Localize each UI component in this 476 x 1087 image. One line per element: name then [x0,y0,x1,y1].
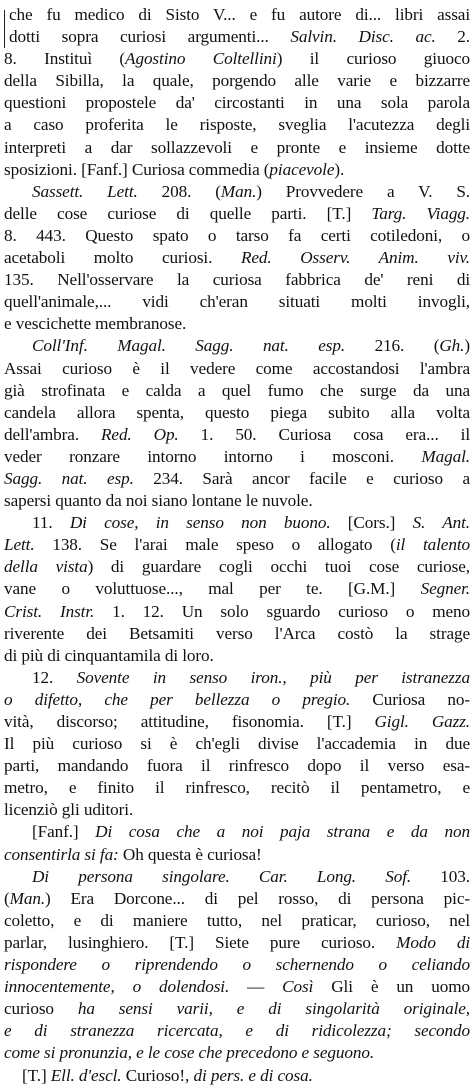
text-line [4,137,470,159]
text-segment: veder ronzare intorno intorno i mosconi. [4,446,422,466]
text-line [4,866,470,888]
italic-segment: Crist. Instr. [4,601,95,621]
text-segment: Curiosa no- [350,689,470,709]
text-segment: curioso [4,999,78,1019]
text-segment: sapersi quanto da noi siano lontane le nuvole. [4,491,313,511]
text-segment: e vescichette membranose. [4,314,187,334]
text-line [4,755,470,777]
italic-segment: rispondere o riprendendo o schernendo o celiando [4,955,470,975]
italic-segment: piacevole [269,159,335,179]
text-segment: che fu medico di Sisto V... e fu autore di... libri assai [9,5,470,24]
italic-segment: e di stranezza ricercata, e di ridicolezza; secondo [4,1021,470,1041]
text-segment: quell'animale,... vidi ch'eran situati molti invogli, [4,292,470,312]
text-line [4,490,470,512]
italic-segment: Man. [220,181,257,201]
text-segment: 1. 12. Un solo sguardo curioso o meno [94,601,470,621]
text-segment: [T.] [22,1065,51,1085]
text-line [4,976,470,998]
text-segment: 216. ( [345,336,440,356]
text-segment: Oh questa è curiosa! [118,844,262,864]
text-segment: 8. 443. Questo spato o tarso fa certi cotiledoni, o [4,225,470,245]
text-segment: 138. Se l'arai male speso o allogato ( [34,535,396,555]
text-segment: 208. ( [137,181,221,201]
text-segment: ) [464,336,470,356]
text-line [4,777,470,799]
text-line [4,954,470,976]
text-segment: acetaboli molto curiosi. [4,248,241,268]
text-segment: ). [334,159,345,179]
text-segment: ( [4,888,10,908]
text-line [4,48,470,70]
text-line [4,556,470,578]
italic-segment: come si pronunzia, e le cose che precedono e seguono. [4,1043,375,1063]
italic-segment: Salvin. Disc. ac. [290,27,436,47]
text-line [4,578,470,600]
text-segment: 234. Sarà ancor facile e curioso a [133,468,470,488]
text-line [4,26,470,48]
text-segment: già strofinata e calda a quel fumo che surge da una [4,380,470,400]
text-segment: — [229,977,283,997]
text-line [4,203,470,225]
text-segment: delle cose curiose di quelle parti. [T.] [4,203,372,223]
text-segment: parti, mandando fuora il rinfresco dopo il verso esa- [4,756,470,776]
italic-segment: Red. Op. [101,424,179,444]
italic-segment: Red. Osserv. Anim. viv. [240,248,470,268]
text-segment: 11. [32,513,70,533]
text-line [4,733,470,755]
text-segment: licenziò gli uditori. [4,800,134,820]
text-segment: a caso proferita le risposte, sveglia l'acutezza degli [4,115,470,135]
text-segment: vane o voluttuose..., mal per te. [G.M.] [4,579,421,599]
italic-segment: Gh. [439,336,465,356]
italic-segment: Sovente in senso iron., più per istranezza [76,667,470,687]
text-segment: interpreti a dar sollazzevoli e pronte e insieme dotte [4,137,470,157]
text-line [4,512,470,534]
text-segment: [Cors.] [330,513,413,533]
text-line [4,932,470,954]
text-segment: questioni propostele da' circostanti in una sola parola [4,93,470,113]
italic-segment: di pers. e di cosa. [193,1065,313,1085]
text-segment: ) Era Dorcone... di pel rosso, di persona pic- [45,888,470,908]
text-line [4,645,470,667]
text-line [4,1065,470,1087]
text-segment: riverente dei Betsamiti verso l'Arca costò la strage [4,623,470,643]
italic-segment: Gigl. Gazz. [374,712,470,731]
text-segment: 1. 50. Curiosa cosa era... il [178,424,470,444]
text-segment: Assai curioso è il vedere come accostandosi l'ambra [4,358,470,378]
text-line [4,1042,470,1064]
italic-segment: Di persona singolare. Car. Long. Sof. [32,866,412,886]
text-segment: 2. [435,27,470,47]
text-line [4,181,470,203]
text-line [4,1020,470,1042]
text-line [4,998,470,1020]
text-line [4,291,470,313]
text-line [4,468,470,490]
text-segment: dotti sopra curiosi argumenti... [9,27,291,47]
text-segment: vità, discorso; attitudine, fisonomia. [T.] [4,712,375,731]
italic-segment: Di cose, in senso non buono. [69,513,331,533]
italic-segment: o difetto, che per bellezza o pregio. [4,689,351,709]
text-segment: 8. Instituì ( [4,49,126,69]
text-line [4,446,470,468]
text-line [4,358,470,380]
text-segment: candela allora spenta, questo piega subito alla volta [4,402,470,422]
text-line [4,70,470,92]
text-segment: 135. Nell'osservare la curiosa fabbrica de' reni di [4,270,470,290]
text-segment: Gli è un uomo [313,977,470,997]
text-segment: metro, e finito il rinfresco, recitò il pentametro, e [4,778,470,798]
text-segment: ) di guardare cogli occhi tuoi cose curiose, [87,557,470,577]
text-line [4,159,470,181]
text-segment: parlar, lusinghiero. [T.] Siete pure curioso. [4,932,397,952]
text-line [4,92,470,114]
text-line [4,4,470,26]
italic-segment: Lett. [4,535,35,555]
text-line [4,689,470,711]
italic-segment: Agostino Coltellini [125,49,277,69]
text-segment: sposizioni. [Fanf.] Curiosa commedia ( [4,159,270,179]
italic-segment: Man. [9,888,46,908]
text-line [4,821,470,843]
text-line [4,601,470,623]
text-segment: dell'ambra. [4,424,102,444]
text-segment: di più di cinquantamila di loro. [4,645,214,665]
text-line [4,247,470,269]
dictionary-page [4,4,470,1085]
italic-segment: Sassett. Lett. [32,181,138,201]
italic-segment: S. Ant. [412,513,470,533]
text-line [4,114,470,136]
text-line [4,711,470,733]
text-segment: 103. [411,866,470,886]
italic-segment: innocentemente, o dolendosi. [4,977,230,997]
italic-segment: Di cosa che a noi paja strana e da non [95,822,470,842]
italic-segment: Così [282,977,314,997]
text-line [4,910,470,932]
italic-segment: consentirla si fa: [4,844,119,864]
text-line [4,225,470,247]
text-line [4,888,470,910]
entry-text [4,4,470,1087]
text-line [4,380,470,402]
text-segment: della Sibilla, la quale, porgendo alle varie e bizzarre [4,71,470,91]
italic-segment: Modo di [396,932,470,952]
italic-segment: Sagg. nat. esp. [4,468,134,488]
text-line [4,424,470,446]
text-line [4,844,470,866]
text-line [4,335,470,357]
text-line [4,269,470,291]
italic-segment: Coll'Inf. Magal. Sagg. nat. esp. [32,336,346,356]
margin-rule [4,10,5,48]
text-segment: [Fanf.] [32,822,96,842]
text-segment: ) il curioso giuoco [276,49,470,69]
italic-segment: Segner. [420,579,470,599]
text-line [4,313,470,335]
italic-segment: della vista [4,557,88,577]
italic-segment: Targ. Viagg. [371,203,470,223]
text-segment: ) Provvedere a V. S. [256,181,470,201]
text-line [4,402,470,424]
italic-segment: Magal. [421,446,470,466]
italic-segment: Ell. d'escl. [50,1065,122,1085]
text-line [4,799,470,821]
italic-segment: ha sensi varii, e di singolarità originale, [77,999,470,1019]
text-segment: Il più curioso si è ch'egli divise l'accademia in due [4,734,470,754]
text-segment: coletto, e di maniere tutto, nel praticar, curioso, nel [4,910,470,930]
text-segment: 12. [32,667,77,687]
italic-segment: il talento [395,535,470,555]
text-line [4,667,470,689]
text-segment: Curioso!, [121,1065,194,1085]
text-line [4,623,470,645]
text-line [4,534,470,556]
